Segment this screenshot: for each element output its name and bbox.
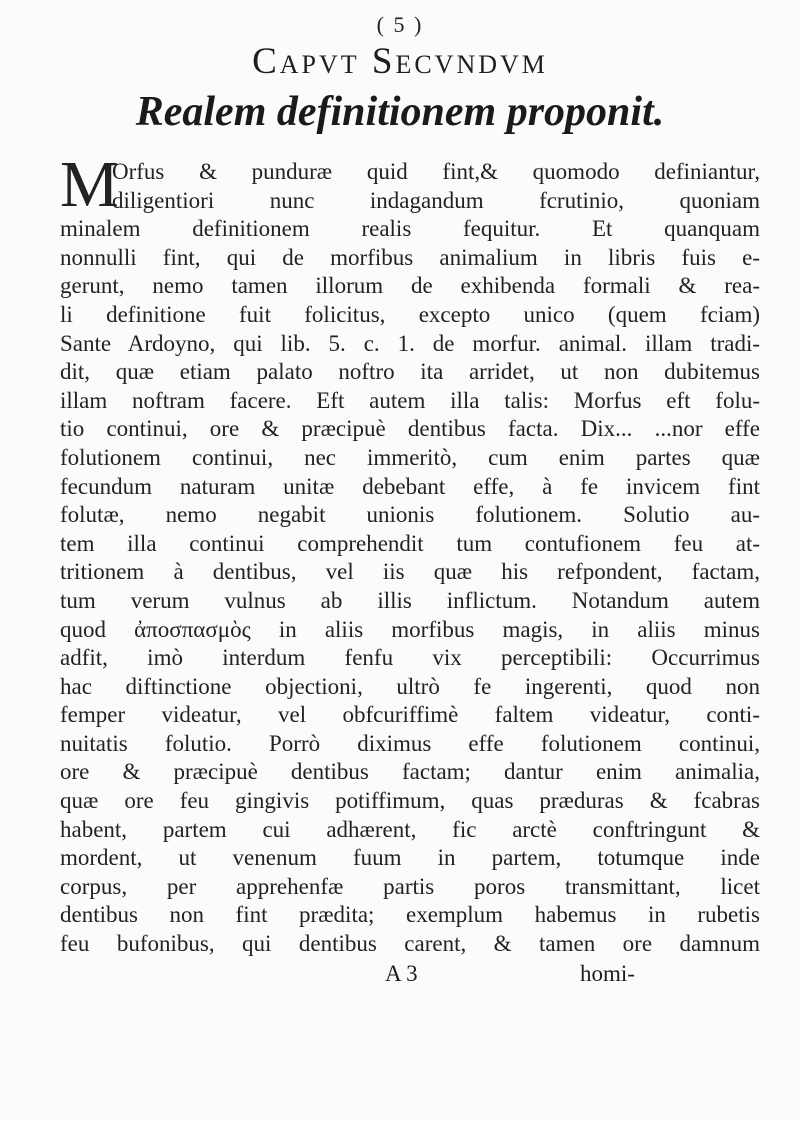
text-line: feu bufonibus, qui dentibus carent, & tamen ore damnum: [60, 931, 760, 957]
text-line: ore & præcipuè dentibus factam; dantur enim animalia,: [60, 759, 760, 785]
page-number: ( 5 ): [376, 12, 424, 37]
text-line: gerunt, nemo tamen illorum de exhibenda formali & rea-: [60, 273, 760, 299]
catchword: homi-: [580, 961, 635, 986]
text-line: tio continui, ore & præcipuè dentibus facta. Dix... ...nor effe: [60, 416, 760, 442]
text-line: habent, partem cui adhærent, fic arctè conftringunt &: [60, 816, 760, 842]
signature-mark: A 3: [385, 961, 418, 986]
section-title: Realem definitionem proponit.: [135, 89, 665, 135]
chapter-heading: Capvt Secvndvm: [252, 41, 548, 82]
text-line: mordent, ut venenum fuum in partem, totumque inde: [60, 845, 760, 871]
text-line: quod ἀποσπασμὸς in aliis morfibus magis, in aliis minus: [60, 616, 760, 642]
text-line: folutionem continui, nec immeritò, cum enim partes quæ: [60, 444, 760, 470]
text-line: fecundum naturam unitæ debebant effe, à fe invicem fint: [60, 473, 760, 499]
text-line: adfit, imò interdum fenfu vix perceptibili: Occurrimus: [60, 645, 760, 671]
text-line: nonnulli fint, qui de morfibus animalium in libris fuis e-: [60, 244, 760, 270]
text-line: corpus, per apprehenfæ partis poros transmittant, licet: [60, 873, 760, 899]
text-line: diligentiori nunc indagandum fcrutinio, quoniam: [112, 187, 760, 213]
text-line: illam noftram facere. Eft autem illa talis: Morfus eft folu-: [60, 387, 760, 413]
text-line: dentibus non fint prædita; exemplum habemus in rubetis: [60, 902, 760, 928]
text-line: femper videatur, vel obfcuriffimè faltem videatur, conti-: [60, 702, 760, 728]
text-line: dit, quæ etiam palato noftro ita arridet, ut non dubitemus: [60, 359, 760, 385]
text-line: Orfus & punduræ quid fint,& quomodo definiantur,: [112, 159, 760, 184]
text-line: tum verum vulnus ab illis inflictum. Notandum autem: [60, 587, 760, 613]
text-line: folutæ, nemo negabit unionis folutionem. Solutio au-: [60, 502, 760, 528]
text-line: quæ ore feu gingivis potiffimum, quas præduras & fcabras: [60, 788, 760, 814]
text-line: hac diftinctione objectioni, ultrò fe ingerenti, quod non: [60, 673, 760, 699]
text-line: tritionem à dentibus, vel iis quæ his refpondent, factam,: [60, 559, 760, 585]
text-line: li definitione fuit folicitus, excepto unico (quem fciam): [60, 301, 760, 327]
text-line: nuitatis folutio. Porrò diximus effe folutionem continui,: [60, 730, 760, 756]
text-line: Sante Ardoyno, qui lib. 5. c. 1. de morfur. animal. illam tradi-: [60, 330, 760, 356]
drop-cap: M: [60, 148, 119, 221]
text-line: tem illa continui comprehendit tum contufionem feu at-: [60, 530, 760, 556]
body-text: [60, 148, 760, 959]
text-line: minalem definitionem realis fequitur. Et quanquam: [60, 216, 760, 242]
